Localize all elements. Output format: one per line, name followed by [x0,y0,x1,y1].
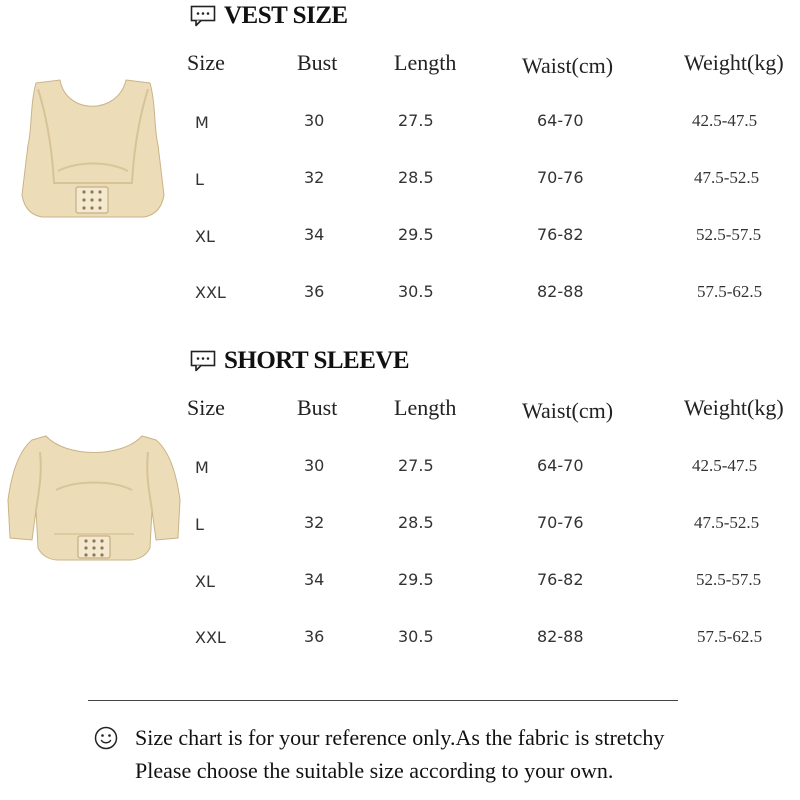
short-sleeve-title [190,347,409,375]
cell-size: XXL [195,283,226,302]
cell-size: M [195,458,209,477]
cell-length: 29.5 [398,570,434,589]
cell-weight: 42.5-47.5 [692,111,758,130]
cell-waist: 82-88 [537,627,584,646]
note-line-1: Size chart is for your reference only.As the fabric is stretchy [135,725,665,750]
vest-size-title [190,2,348,30]
cell-waist: 70-76 [537,513,584,532]
cell-bust: 34 [304,225,325,244]
cell-waist: 64-70 [537,456,584,475]
cell-size: L [195,170,204,189]
cell-weight: 52.5-57.5 [696,570,762,589]
header-weight: Weight(kg) [684,395,784,420]
cell-length: 30.5 [398,282,434,301]
cell-bust: 32 [304,513,325,532]
cell-size: M [195,113,209,132]
cell-waist: 76-82 [537,570,584,589]
header-length: Length [394,50,457,75]
header-bust: Bust [297,395,338,420]
header-length: Length [394,395,457,420]
cell-weight: 57.5-62.5 [697,627,763,646]
header-waist: Waist(cm) [522,53,614,78]
section-title-text: SHORT SLEEVE [224,347,410,374]
chat-bubble-icon [190,350,216,372]
cell-bust: 30 [304,111,325,130]
cell-waist: 70-76 [537,168,584,187]
cell-weight: 42.5-47.5 [692,456,758,475]
cell-length: 27.5 [398,111,434,130]
cell-length: 28.5 [398,168,434,187]
cell-weight: 47.5-52.5 [694,168,760,187]
divider-line [88,700,678,701]
header-size: Size [187,395,225,420]
smiley-icon [94,726,118,750]
cell-bust: 30 [304,456,325,475]
cell-weight: 52.5-57.5 [696,225,762,244]
cell-bust: 36 [304,627,325,646]
cell-weight: 57.5-62.5 [697,282,763,301]
cell-length: 28.5 [398,513,434,532]
cell-waist: 76-82 [537,225,584,244]
cell-length: 27.5 [398,456,434,475]
header-waist: Waist(cm) [522,398,614,423]
cell-bust: 34 [304,570,325,589]
cell-length: 29.5 [398,225,434,244]
cell-length: 30.5 [398,627,434,646]
header-size: Size [187,50,225,75]
cell-size: XL [195,572,215,591]
cell-bust: 32 [304,168,325,187]
chat-bubble-icon [190,5,216,27]
cell-size: XL [195,227,215,246]
note-line-2: Please choose the suitable size according to your own. [135,758,614,783]
vest-garment-image [18,75,168,225]
short-sleeve-garment-image [6,430,182,562]
header-bust: Bust [297,50,338,75]
cell-waist: 82-88 [537,282,584,301]
header-weight: Weight(kg) [684,50,784,75]
cell-size: XXL [195,628,226,647]
cell-bust: 36 [304,282,325,301]
cell-size: L [195,515,204,534]
section-title-text: VEST SIZE [224,2,348,29]
cell-weight: 47.5-52.5 [694,513,760,532]
cell-waist: 64-70 [537,111,584,130]
